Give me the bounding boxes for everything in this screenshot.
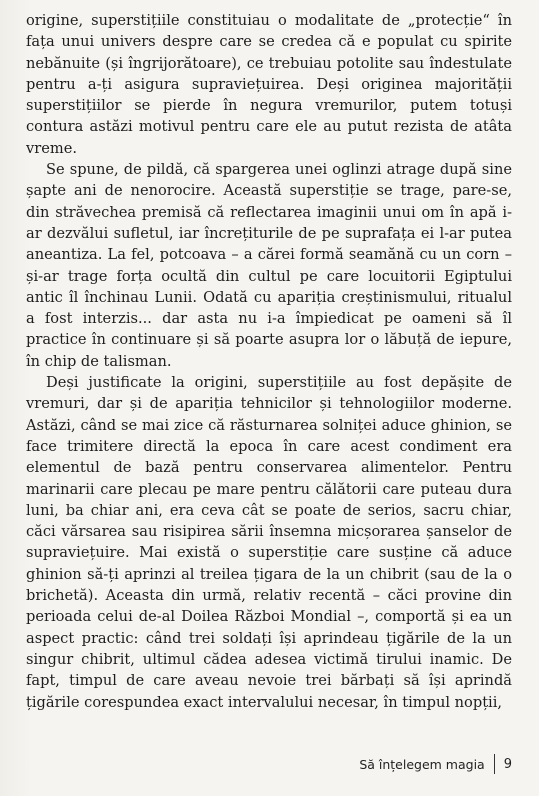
footer-separator	[494, 754, 495, 774]
page-number: 9	[503, 756, 512, 772]
body-text	[26, 10, 512, 713]
running-title: Să înțelegem magia	[359, 756, 485, 772]
paragraph-continued: origine, superstițiile constituiau o modalitate de „protecție“ în fața unui univers despre care se credea că e populat cu spirite nebănuite (și îngrijorătoare), ce trebuiau potolite sau îndestulate pentru a-ți asigura supraviețuirea. Deși originea majorității superstițiilor se pierde în negura vremurilor, putem totuși contura astăzi motivul pentru care ele au putut rezista de atâta vreme.	[26, 12, 512, 157]
paragraph-salt-matches: Deși justificate la origini, superstițiile au fost depășite de vremuri, dar și de apariția tehnicilor și tehnologiilor moderne. Astăzi, când se mai zice că răsturnarea solniței aduce ghinion, se face trimitere directă la epoca în care acest condiment era elementul de bază pentru conservarea alimentelor. Pentru marinarii care plecau pe mare pentru călătorii care puteau dura luni, ba chiar ani, era ceva cât se poate de serios, sacru chiar, căci vărsarea sau risipirea sării însemna micșorarea șanselor de supraviețuire. Mai există o superstiție care susține că aduce ghinion să-ți aprinzi al treilea țigara de la un chibrit (sau de la o brichetă). Aceasta din urmă, relativ recentă – căci provine din perioada celui de-al Doilea Război Mondial –, comportă și ea un aspect practic: când trei soldați își aprindeau țigările de la un singur chibrit, ultimul cădea adesea victimă tirului inamic. De fapt, timpul de care aveau nevoie trei bărbați să își aprindă țigările corespundea exact intervalului necesar, în timpul nopții,	[26, 374, 512, 711]
page-footer	[26, 752, 512, 776]
paragraph-mirror-horseshoe: Se spune, de pildă, că spargerea unei oglinzi atrage după sine șapte ani de nenorocire. Această superstiție se trage, pare-se, din străvechea premisă că reflectarea imaginii unui om în apă i-ar dezvălui sufletul, iar încrețiturile de pe suprafața ei l-ar putea aneantiza. La fel, potcoava – a cărei formă seamănă cu un corn – și-ar trage forța ocultă din cultul pe care locuitorii Egiptului antic îl închinau Lunii. Odată cu apariția creștinismului, ritualul a fost interzis... dar asta nu i-a împiedicat pe oameni să îl practice în continuare și să poarte asupra lor o lăbuță de iepure, în chip de talisman.	[26, 161, 512, 370]
